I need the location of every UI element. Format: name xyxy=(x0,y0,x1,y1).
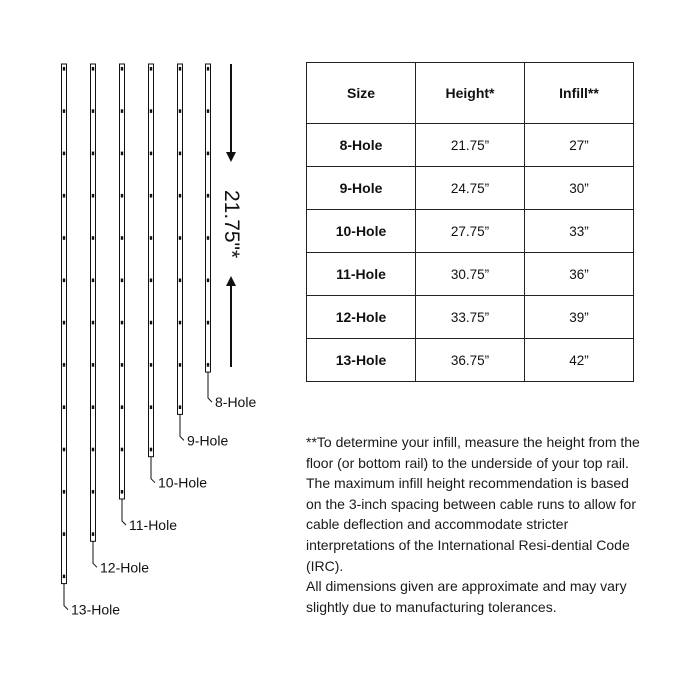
cell-infill: 33” xyxy=(525,210,634,253)
rail-hole xyxy=(179,109,181,113)
rail-hole xyxy=(179,67,181,71)
rail-hole xyxy=(121,236,123,240)
rail-hole xyxy=(121,490,123,494)
rail-hole xyxy=(63,575,65,579)
cell-size: 9-Hole xyxy=(307,167,416,210)
rail-hole xyxy=(63,363,65,367)
rail-label: 13-Hole xyxy=(71,601,121,618)
rail-hole xyxy=(121,321,123,325)
header-infill: Infill** xyxy=(525,63,634,124)
rail-hole xyxy=(63,194,65,198)
cell-infill: 42” xyxy=(525,339,634,382)
rail-hole xyxy=(121,67,123,71)
cell-size: 11-Hole xyxy=(307,253,416,296)
rail-hole xyxy=(150,236,152,240)
arrow-up-icon xyxy=(226,276,236,286)
table-row xyxy=(307,253,634,296)
spacing-note: The maximum infill height recommendation is based on the 3-inch spacing between cable runs to allow for cable deflection and accommodate stricter interpretations of the International Resi-dential Code (IRC). xyxy=(306,475,636,574)
cell-height: 30.75” xyxy=(416,253,525,296)
rail-leader-line xyxy=(122,499,126,525)
rail-hole xyxy=(207,152,209,156)
rail-hole xyxy=(150,448,152,452)
rail-hole xyxy=(92,194,94,198)
rail-hole xyxy=(63,236,65,240)
cell-infill: 27” xyxy=(525,124,634,167)
height-dimension xyxy=(220,64,243,367)
table-row xyxy=(307,167,634,210)
rail-hole xyxy=(179,405,181,409)
rail-hole xyxy=(92,321,94,325)
table-row xyxy=(307,339,634,382)
rail-label: 9-Hole xyxy=(187,432,229,449)
rail-hole xyxy=(207,236,209,240)
rail-hole xyxy=(63,448,65,452)
rail-hole xyxy=(207,67,209,71)
table-row xyxy=(307,210,634,253)
rail-hole xyxy=(63,405,65,409)
size-spec-table xyxy=(306,62,634,382)
rail-diagram xyxy=(0,0,300,700)
rail-hole xyxy=(92,152,94,156)
rail-hole xyxy=(92,279,94,283)
cell-height: 36.75” xyxy=(416,339,525,382)
rail-hole xyxy=(92,490,94,494)
infill-note: **To determine your infill, measure the height from the floor (or bottom rail) to the underside of your top rail. xyxy=(306,434,640,471)
rail-hole xyxy=(179,236,181,240)
rail-hole xyxy=(92,532,94,536)
cell-height: 33.75” xyxy=(416,296,525,339)
rail-hole xyxy=(121,194,123,198)
rail-hole xyxy=(179,363,181,367)
rail-hole xyxy=(63,279,65,283)
rail-label: 11-Hole xyxy=(129,517,177,533)
rail-hole xyxy=(63,490,65,494)
rail-hole xyxy=(150,405,152,409)
rail-hole xyxy=(63,321,65,325)
rail-hole xyxy=(150,194,152,198)
rail-label: 10-Hole xyxy=(158,474,208,491)
rail-hole xyxy=(92,236,94,240)
rail-hole xyxy=(121,363,123,367)
rail-hole xyxy=(63,152,65,156)
cell-infill: 30” xyxy=(525,167,634,210)
rail-post xyxy=(149,64,154,457)
rail-leader-line xyxy=(208,372,212,402)
rail-hole xyxy=(207,321,209,325)
rail-hole xyxy=(63,109,65,113)
rail-hole xyxy=(150,109,152,113)
rail-hole xyxy=(63,67,65,71)
rail-hole xyxy=(179,194,181,198)
rail-hole xyxy=(207,194,209,198)
rail-hole xyxy=(150,152,152,156)
cell-infill: 39” xyxy=(525,296,634,339)
rail-hole xyxy=(92,363,94,367)
tolerance-note: All dimensions given are approximate and may vary slightly due to manufacturing tolerances. xyxy=(306,578,627,615)
rail-hole xyxy=(63,532,65,536)
rail-hole xyxy=(207,363,209,367)
rail-hole xyxy=(121,109,123,113)
rail-hole xyxy=(92,405,94,409)
rail-leader-line xyxy=(64,584,68,610)
table-header-row xyxy=(307,63,634,124)
rail-hole xyxy=(179,279,181,283)
rail-hole xyxy=(92,67,94,71)
rail-leader-line xyxy=(93,541,97,567)
rail-hole xyxy=(92,109,94,113)
cell-height: 24.75” xyxy=(416,167,525,210)
rail-hole xyxy=(150,279,152,283)
rail-hole xyxy=(150,363,152,367)
rail-label: 8-Hole xyxy=(215,394,257,411)
cell-height: 21.75” xyxy=(416,124,525,167)
rail-hole xyxy=(121,405,123,409)
rail-hole xyxy=(207,279,209,283)
cell-infill: 36” xyxy=(525,253,634,296)
rail-hole xyxy=(150,321,152,325)
rail-label: 12-Hole xyxy=(100,559,150,576)
rail-hole xyxy=(121,448,123,452)
table-row xyxy=(307,124,634,167)
rail-hole xyxy=(179,152,181,156)
cell-size: 13-Hole xyxy=(307,339,416,382)
header-height: Height* xyxy=(416,63,525,124)
rail-hole xyxy=(121,279,123,283)
rail-leader-line xyxy=(180,414,184,440)
rail-hole xyxy=(207,109,209,113)
rail-leader-line xyxy=(151,457,155,483)
rail-hole xyxy=(179,321,181,325)
rail-hole xyxy=(150,67,152,71)
cell-size: 12-Hole xyxy=(307,296,416,339)
cell-height: 27.75” xyxy=(416,210,525,253)
header-size: Size xyxy=(307,63,416,124)
cell-size: 10-Hole xyxy=(307,210,416,253)
rail-post xyxy=(91,64,96,541)
rail-hole xyxy=(121,152,123,156)
dimension-label: 21.75"* xyxy=(220,190,243,259)
cell-size: 8-Hole xyxy=(307,124,416,167)
notes-block xyxy=(306,432,646,617)
arrow-down-icon xyxy=(226,152,236,162)
rail-hole xyxy=(92,448,94,452)
table-row xyxy=(307,296,634,339)
